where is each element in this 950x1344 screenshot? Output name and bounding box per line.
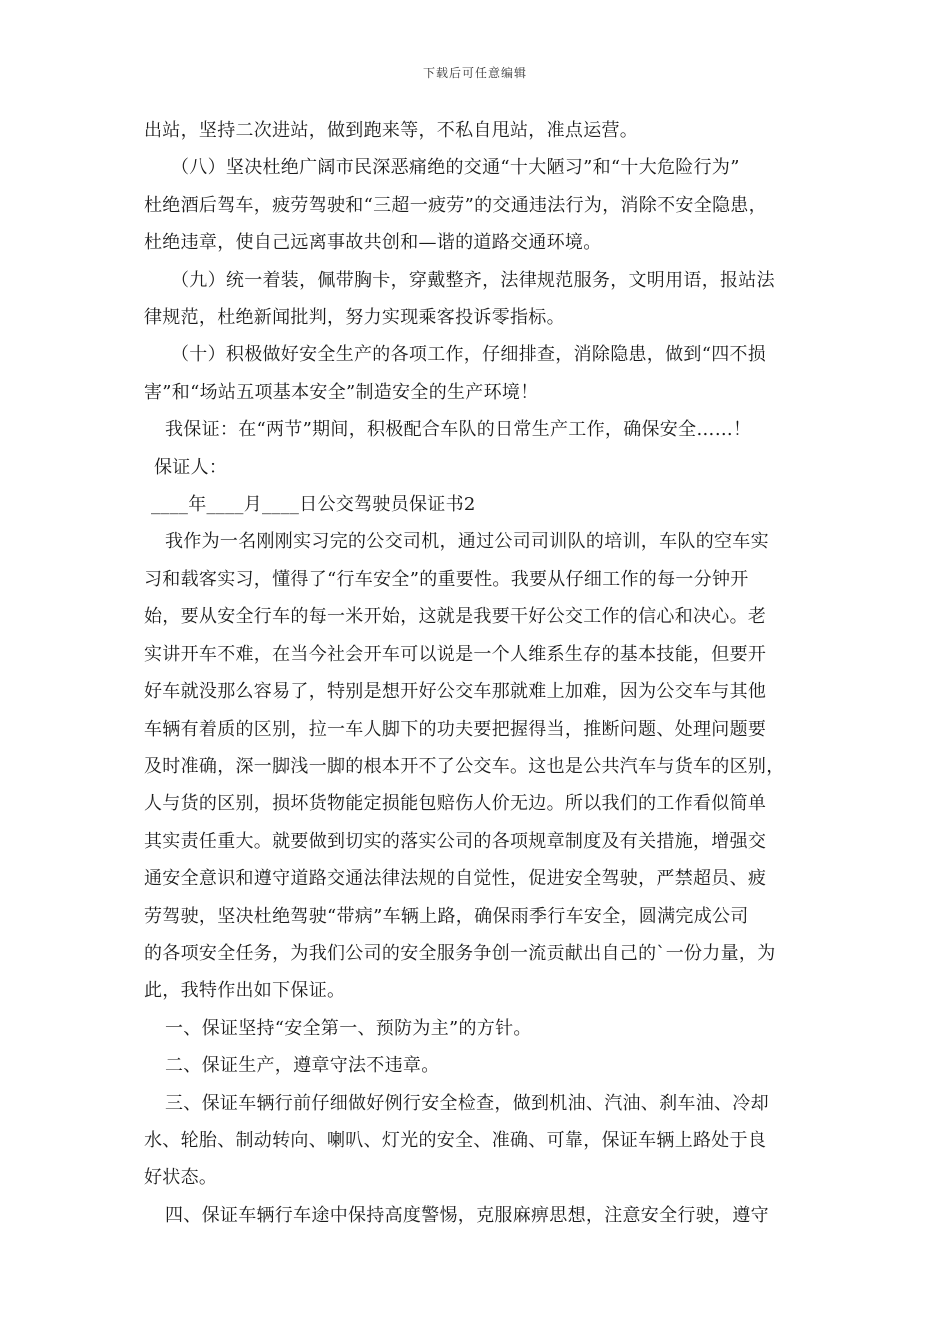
document-body [144, 112, 808, 1234]
list-item: 四、保证车辆行车途中保持高度警惕，克服麻痹思想，注意安全行驶，遵守 [165, 1204, 769, 1226]
text-line: 劳驾驶，坚决杜绝驾驶“带病”车辆上路，确保雨季行车安全，圆满完成公司 [144, 905, 749, 927]
text-line: 通安全意识和遵守道路交通法律法规的自觉性，促进安全驾驶，严禁超员、疲 [144, 868, 767, 890]
text-line: 出站，坚持二次进站，做到跑来等，不私自甩站，准点运营。 [144, 120, 639, 141]
text-line: 其实责任重大。就要做到切实的落实公司的各项规章制度及有关措施，增强交 [144, 830, 767, 852]
text-line: 习和载客实习，懂得了“行车安全”的重要性。我要从仔细工作的每一分钟开 [144, 568, 749, 590]
text-line: 此，我特作出如下保证。 [144, 980, 346, 1002]
list-item: 二、保证生产，遵章守法不违章。 [165, 1055, 440, 1077]
text-line: （八）坚决杜绝广阔市民深恶痛绝的交通“十大陋习”和“十大危险行为” [171, 157, 740, 179]
text-line: 好车就没那么容易了，特别是想开好公交车那就难上加难，因为公交车与其他 [144, 681, 767, 703]
list-item: 一、保证坚持“安全第一、预防为主”的方针。 [165, 1017, 532, 1039]
text-line: 害”和“场站五项基本安全”制造安全的生产环境！ [144, 381, 539, 403]
text-line: 水、轮胎、制动转向、喇叭、灯光的安全、准确、可靠，保证车辆上路处于良 [144, 1129, 767, 1151]
date-and-title-line: ____年____月____日公交驾驶员保证书2 [151, 494, 476, 516]
text-line: 及时准确，深一脚浅一脚的根本开不了公交车。这也是公共汽车与货车的区别， [144, 755, 785, 777]
text-line: 好状态。 [144, 1167, 218, 1189]
text-line: 人与货的区别，损坏货物能定损能包赔伤人价无边。所以我们的工作看似简单 [144, 793, 767, 815]
page-header-watermark: 下载后可任意编辑 [422, 66, 527, 80]
text-line: 杜绝酒后驾车，疲劳驾驶和“三超一疲劳”的交通违法行为，消除不安全隐患， [144, 194, 767, 216]
list-item: 三、保证车辆行前仔细做好例行安全检查，做到机油、汽油、刹车油、冷却 [165, 1092, 769, 1114]
text-line: 律规范，杜绝新闻批判，努力实现乘客投诉零指标。 [144, 307, 565, 329]
signature-label: 保证人： [154, 456, 228, 478]
text-line: 的各项安全任务，为我们公司的安全服务争创一流贡献出自己的`一份力量，为 [144, 942, 776, 964]
text-line: （十）积极做好安全生产的各项工作，仔细排查，消除隐患，做到“四不损 [171, 344, 767, 366]
text-line: 始，要从安全行车的每一米开始，这就是我要干好公交工作的信心和决心。老 [144, 606, 767, 628]
text-line: 杜绝违章，使自己远离事故共创和—谐的道路交通环境。 [144, 232, 602, 254]
text-line: 实讲开车不难，在当今社会开车可以说是一个人维系生存的基本技能，但要开 [144, 643, 767, 665]
text-line: 车辆有着质的区别，拉一车人脚下的功夫要把握得当，推断问题、处理问题要 [144, 718, 767, 740]
text-line: 我保证：在“两节”期间，积极配合车队的日常生产工作，确保安全……！ [165, 419, 752, 441]
text-line: 我作为一名刚刚实习完的公交司机，通过公司司训队的培训，车队的空车实 [165, 531, 769, 553]
text-line: （九）统一着装，佩带胸卡，穿戴整齐，法律规范服务，文明用语，报站法 [171, 269, 775, 291]
